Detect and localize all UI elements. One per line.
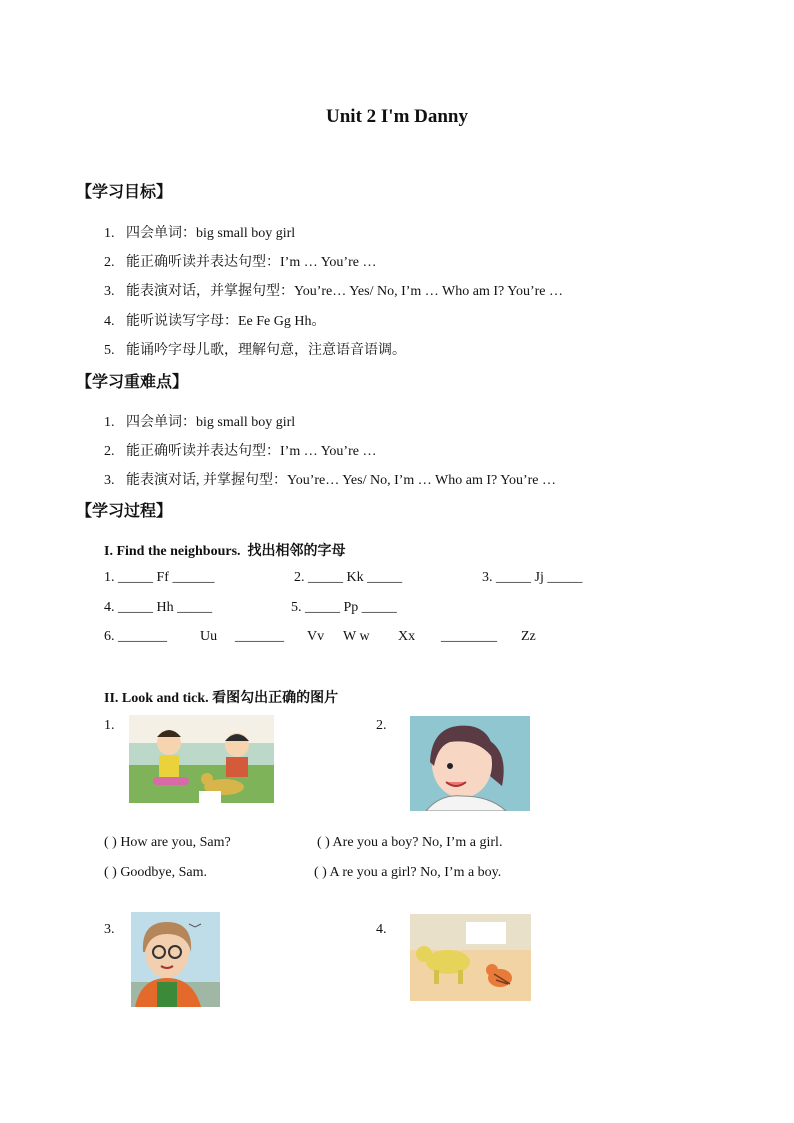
neighbour-item: W w (343, 629, 370, 644)
tick-option[interactable]: ( ) Are you a boy? No, I’m a girl. (317, 835, 503, 850)
goal-item: 3. 能表演对话，并掌握句型：You’re… Yes/ No, I’m … Who am I? You’re … (104, 284, 563, 299)
process-heading: 【学习过程】 (76, 501, 173, 520)
tick-option[interactable]: ( ) How are you, Sam? (104, 835, 231, 850)
neighbour-item: Uu (200, 629, 218, 644)
picture-girl[interactable] (410, 716, 530, 811)
picture-grandma[interactable] (131, 912, 220, 1007)
neighbour-item: 5. _____ Pp _____ (291, 600, 397, 615)
neighbour-item: Xx (398, 629, 416, 644)
tick-option[interactable]: ( ) A re you a girl? No, I’m a boy. (314, 865, 502, 880)
keypoint-item: 1. 四会单词：big small boy girl (104, 415, 296, 430)
picture-number: 2. (376, 718, 387, 733)
picture-number: 3. (104, 922, 115, 937)
goals-heading: 【学习目标】 (76, 182, 173, 201)
keypoints-heading: 【学习重难点】 (76, 372, 189, 391)
neighbour-item: ________ (441, 629, 497, 644)
goal-item: 2. 能正确听读并表达句型：I’m … You’re … (104, 255, 377, 270)
neighbour-item: Vv (307, 629, 325, 644)
goal-item: 5. 能诵吟字母儿歌，理解句意，注意语音语调。 (104, 343, 406, 358)
neighbour-item: 6. _______ (104, 629, 167, 644)
neighbour-item: 2. _____ Kk _____ (294, 570, 403, 585)
picture-number: 4. (376, 922, 387, 937)
neighbour-item: 1. _____ Ff ______ (104, 570, 215, 585)
part2-label: II. Look and tick. 看图勾出正确的图片 (104, 690, 339, 706)
keypoint-item: 2. 能正确听读并表达句型：I’m … You’re … (104, 444, 377, 459)
picture-dog-and-cat[interactable] (410, 914, 531, 1001)
neighbour-item: _______ (235, 629, 284, 644)
neighbour-item: 3. _____ Jj _____ (482, 570, 583, 585)
tick-option[interactable]: ( ) Goodbye, Sam. (104, 865, 208, 880)
goal-item: 1. 四会单词：big small boy girl (104, 226, 296, 241)
goal-item: 4. 能听说读写字母：Ee Fe Gg Hh。 (104, 314, 326, 329)
part1-label: I. Find the neighbours. 找出相邻的字母 (104, 543, 346, 559)
picture-kids-and-dog[interactable] (129, 715, 274, 803)
picture-number: 1. (104, 718, 115, 733)
neighbour-item: 4. _____ Hh _____ (104, 600, 213, 615)
page-title: Unit 2 I'm Danny (326, 106, 468, 127)
keypoint-item: 3. 能表演对话, 并掌握句型：You’re… Yes/ No, I’m … Who am I? You’re … (104, 473, 556, 488)
neighbour-item: Zz (521, 629, 536, 644)
